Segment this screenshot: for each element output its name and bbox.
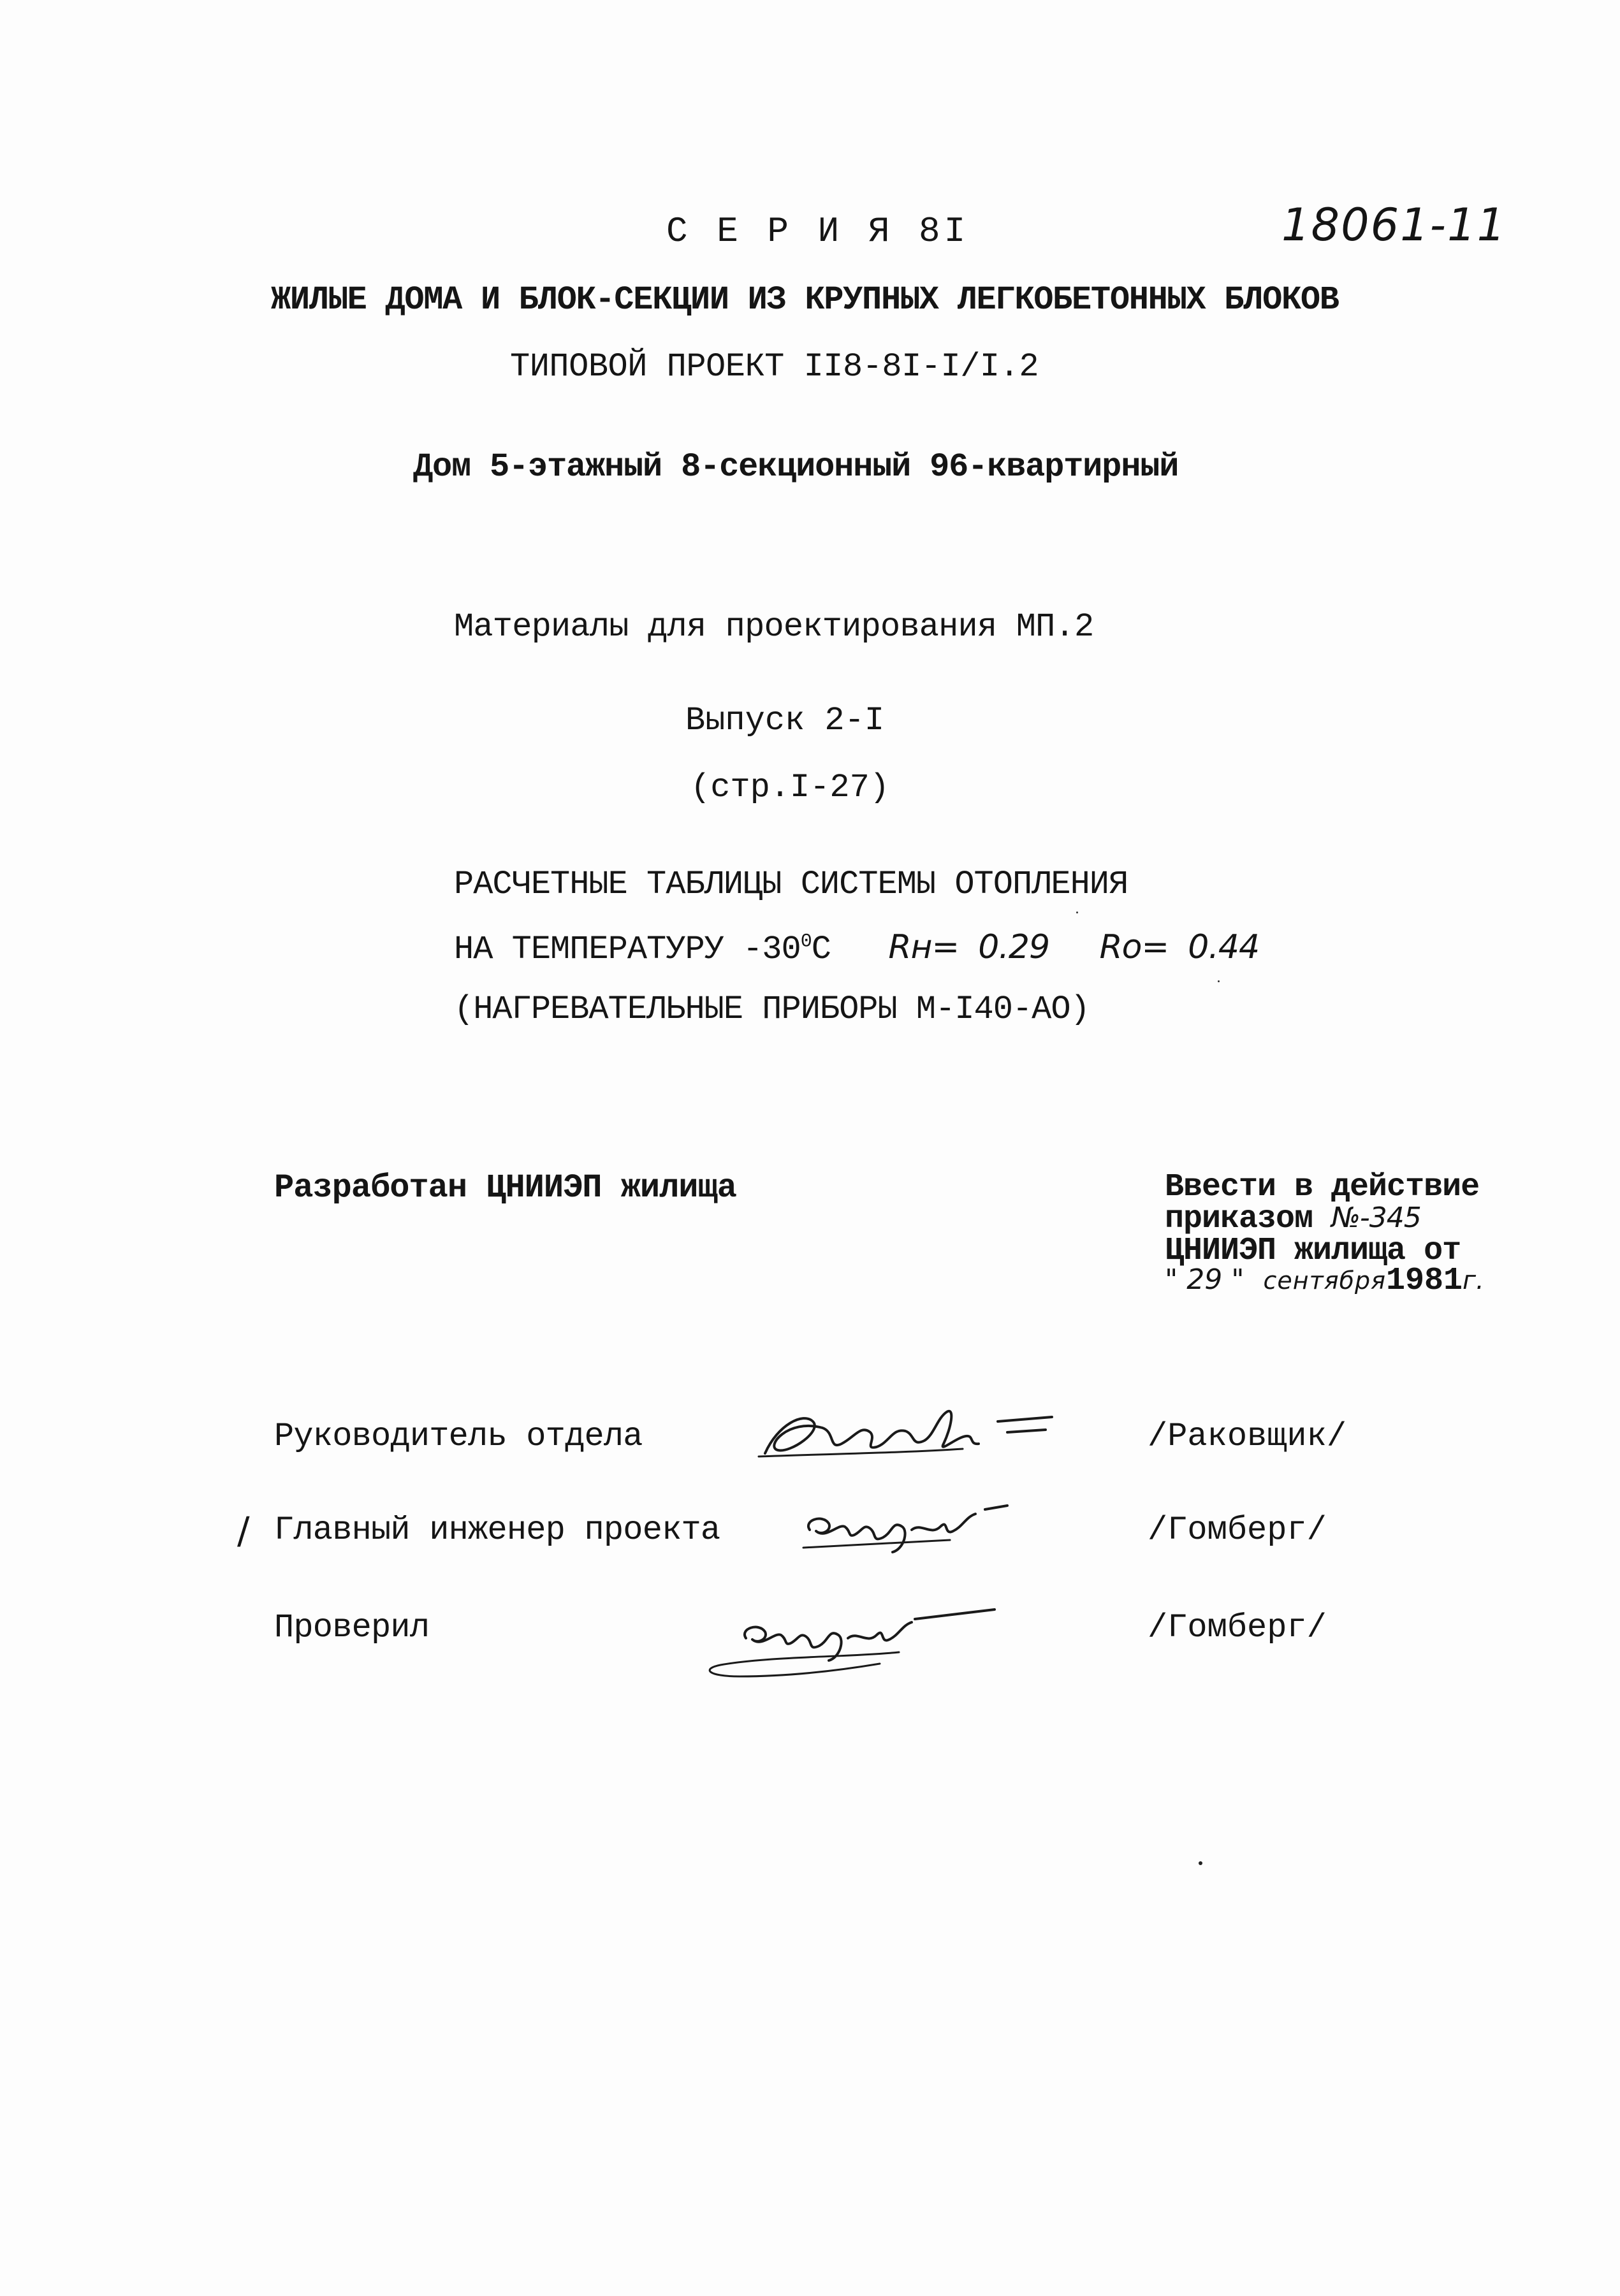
doc-number: 18061-11	[1281, 199, 1507, 251]
series-heading: С Е Р И Я 8I	[666, 211, 970, 252]
materials-line: Материалы для проектирования МП.2	[454, 608, 1094, 646]
developed-by: Разработан ЦНИИЭП жилища	[274, 1169, 736, 1207]
enact-line-2	[1165, 1203, 1421, 1235]
scan-speck	[1218, 980, 1220, 982]
document-title: ЖИЛЫЕ ДОМА И БЛОК-СЕКЦИИ ИЗ КРУПНЫХ ЛЕГКОБЕТОННЫХ БЛОКОВ	[271, 281, 1339, 319]
handwritten-signature-1	[752, 1393, 1071, 1469]
date-suffix: г.	[1463, 1266, 1484, 1295]
rn-label: Rн=	[888, 928, 960, 966]
signature-role-3: Проверил	[274, 1609, 430, 1646]
ro-label: Ro=	[1099, 928, 1169, 966]
date-year: 1981	[1385, 1263, 1463, 1299]
signature-name-3: /Гомберг/	[1148, 1609, 1327, 1646]
order-number: №-345	[1331, 1202, 1421, 1234]
signature-role-2: Главный инженер проекта	[274, 1511, 720, 1549]
margin-mark: /	[237, 1509, 250, 1552]
enact-line-1: Ввести в действие	[1165, 1169, 1480, 1205]
issue-line: Выпуск 2-I	[685, 702, 885, 739]
rn-value: 0.29	[978, 928, 1050, 966]
signature-name-2: /Гомберг/	[1148, 1511, 1327, 1549]
enact-order-label: приказом	[1165, 1201, 1313, 1237]
degree-mark: 0	[800, 931, 812, 953]
subject-line-2	[454, 928, 1260, 968]
project-number: ТИПОВОЙ ПРОЕКТ II8-8I-I/I.2	[510, 348, 1039, 386]
handwritten-signature-3	[695, 1581, 1026, 1689]
pages-line: (стр.I-27)	[690, 769, 890, 806]
signature-role-1: Руководитель отдела	[274, 1418, 643, 1455]
temperature-unit: С	[811, 931, 831, 968]
date-day: " 29 "	[1165, 1263, 1244, 1296]
subject-line-1: РАСЧЕТНЫЕ ТАБЛИЦЫ СИСТЕМЫ ОТОПЛЕНИЯ	[454, 866, 1128, 903]
enact-line-3: ЦНИИЭП жилища от	[1165, 1233, 1461, 1269]
ro-value: 0.44	[1188, 928, 1260, 966]
enact-date	[1165, 1265, 1484, 1297]
house-description: Дом 5-этажный 8-секционный 96-квартирный	[413, 448, 1179, 486]
scan-speck	[1199, 1861, 1202, 1865]
scan-speck	[1076, 912, 1078, 913]
subject-line-3: (НАГРЕВАТЕЛЬНЫЕ ПРИБОРЫ М-I40-АО)	[454, 991, 1090, 1028]
date-month: сентября	[1263, 1267, 1386, 1295]
handwritten-signature-2	[791, 1492, 1020, 1562]
signature-name-1: /Раковщик/	[1148, 1418, 1347, 1455]
temperature-text: НА ТЕМПЕРАТУРУ -30	[454, 931, 801, 968]
